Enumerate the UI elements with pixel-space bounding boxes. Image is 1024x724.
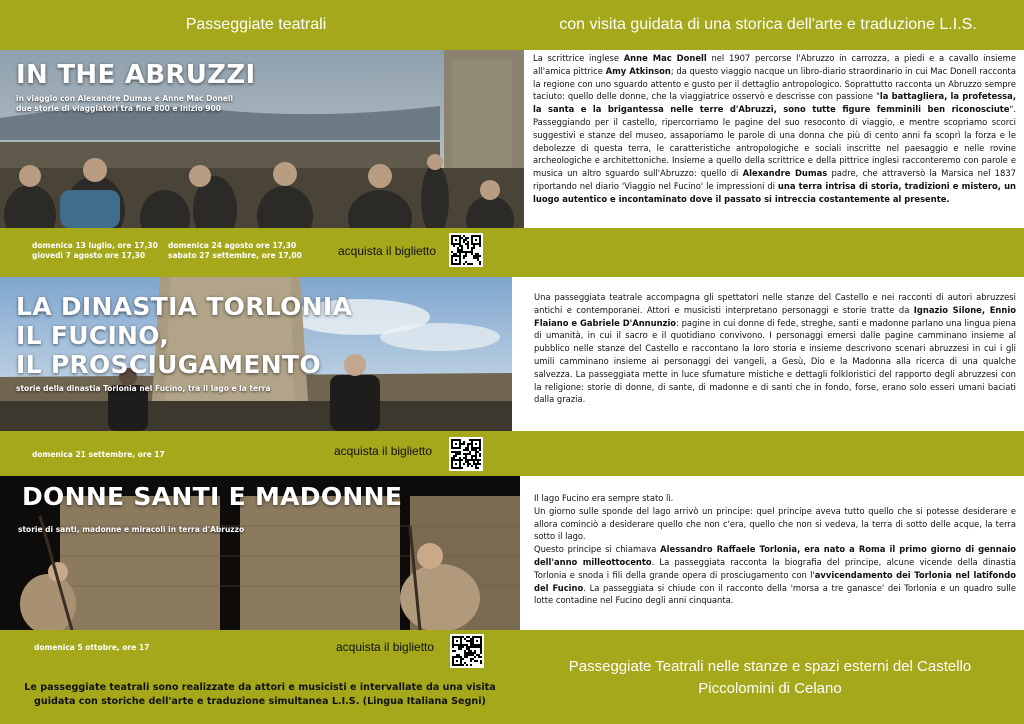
section-3-date: domenica 5 ottobre, ore 17 bbox=[34, 643, 150, 652]
section-3-description: Il lago Fucino era sempre stato lì. Un giorno sulle sponde del lago arrivò un principe: quel principe aveva tutto quello che si potesse desiderare e allora cominciò a desiderare quello che non c'era, quello che non si vedeva, la terra di sotto delle acque, la terra sotto il lago. Questo principe si chiamava Alessandro Raffaele Torlonia, era nato a Roma il primo giorno di gennaio dell'anno milleottocento. La passeggiata racconta la biografia del principe, alcune vicende della dinastia Torlonia e snoda i fili della grande opera di prosciugamento con l'avvicendamento dei Torlonia nel latifondo del Fucino. La passeggiata si chiude con il racconto della 'morsa a tre ganasce' dei Torlonia e un quadro sulle lotte contadine nel Fucino degli anni cinquanta. bbox=[534, 493, 1017, 606]
section-1-title: IN THE ABRUZZI bbox=[16, 60, 256, 90]
section-2-title bbox=[16, 292, 352, 379]
date-item: domenica 24 agosto ore 17,30 bbox=[168, 241, 297, 250]
qr-code-icon[interactable] bbox=[449, 233, 483, 267]
section-2-title-line-2: IL FUCINO, bbox=[16, 321, 170, 350]
section-3-title: DONNE SANTI E MADONNE bbox=[22, 482, 403, 511]
section-1-description: La scrittrice inglese Anne Mac Donell nel 1907 percorse l'Abruzzo in carrozza, a piedi e a cavallo insieme all'amica pittrice Amy Atkinson; da questo viaggio nacque un libro-diario straordinario in cui Mac Donell racconta la regione con uno sguardo attento e gusto per il dettaglio antropologico. Soprattutto racconta un Abruzzo sempre taciuto: quello delle donne, che la viaggiatrice osservò e descrisse con passione "la battagliera, la profetessa, la santa e la brigantessa nelle terre d'Abruzzi, sono tutte figure femminili ben riconosciute". Passeggiando per il castello, ripercorriamo le pagine del suo resoconto di viaggio, e mentre scopriamo scorci suggestivi e stanze del museo, assaporiamo le parole di una donna che più di cento anni fa scoprì la forza e le debolezze di questa terra, le caratteristiche antropologiche e sociali inscritte nel paesaggio e nelle rovine archeologiche e architettoniche. Insieme a quello della scrittrice e della pittrice inglesi racconteremo con parole e musica un altro sguardo sull'Abruzzo: quello di Alexandre Dumas padre, che attraversò la Marsica nel 1837 riportando nel diario 'Viaggio nel Fucino' le impressioni di una terra intrisa di storia, tradizioni e mistero, un luogo autentico e incontaminato dove il passato si intreccia costantemente al presente. bbox=[533, 53, 1016, 204]
date-item: domenica 13 luglio, ore 17,30 bbox=[32, 241, 158, 250]
header-right-subtitle: con visita guidata di una storica dell'arte e traduzione L.I.S. bbox=[559, 16, 977, 33]
section-1-dates-col1 bbox=[32, 241, 158, 261]
buy-ticket-link-2[interactable]: acquista il biglietto bbox=[334, 444, 433, 458]
section-3-subtitle: storie di santi, madonne e miracoli in terra d'Abruzzo bbox=[18, 525, 245, 534]
date-item: sabato 27 settembre, ore 17,00 bbox=[168, 251, 302, 260]
header-left-title: Passeggiate teatrali bbox=[185, 16, 327, 33]
buy-ticket-link-1[interactable]: acquista il biglietto bbox=[338, 244, 437, 258]
section-1-subtitle bbox=[16, 94, 233, 114]
section-2-subtitle: storie della dinastia Torlonia nel Fucino, tra il lago e la terra bbox=[16, 384, 271, 393]
date-item: giovedì 7 agosto ore 17,30 bbox=[32, 251, 146, 260]
section-2-date: domenica 21 settembre, ore 17 bbox=[32, 450, 165, 459]
section-1-subtitle-line-1: in viaggio con Alexandre Dumas e Anne Mac Donell bbox=[16, 94, 234, 103]
buy-ticket-link-3[interactable]: acquista il biglietto bbox=[336, 640, 435, 654]
qr-code-icon[interactable] bbox=[449, 437, 483, 471]
footer-note: Le passeggiate teatrali sono realizzate da attori e musicisti e intervallate da una visita guidata con storiche dell'arte e traduzione simultanea L.I.S. (Lingua Italiana Segni) bbox=[24, 682, 496, 707]
footer-venue: Passeggiate Teatrali nelle stanze e spazi esterni del Castello Piccolomini di Celano bbox=[568, 658, 972, 697]
section-1-subtitle-line-2: due storie di viaggiatori tra fine 800 e inizio 900 bbox=[16, 104, 221, 113]
section-2-title-line-1: LA DINASTIA TORLONIA bbox=[16, 292, 353, 321]
section-1-dates-col2 bbox=[168, 241, 302, 261]
qr-code-icon[interactable] bbox=[450, 634, 484, 668]
section-2-description: Una passeggiata teatrale accompagna gli spettatori nelle stanze del Castello e nei racconti di autori abruzzesi antichi e contemporanei. Attori e musicisti interpretano personaggi e storie tratte da Ignazio Silone, Ennio Flaiano e Gabriele D'Annunzio: pagine in cui donne di fede, streghe, santi e madonne parlano una lingua piena di umanità, in cui il sacro e il quotidiano convivono. I personaggi emersi dalle pagine camminano insieme al pubblico nelle stanze del Castello e raccontano la loro storia e insieme descrivono scenari abruzzesi in cui i gli umili camminano insieme ai personaggi dei vangeli, a Gesù, Dio e la Madonna alla ricerca di una qualche salvezza. La passeggiata mette in luce sfumature mistiche e dettagli folkloristici del rapporto degli abruzzesi con la religione: storie di donne, di sante, di madonne e di santi che in fondo, forse, erano solo esseri umani baciati dalla grazia. bbox=[534, 292, 1016, 405]
section-2-title-line-3: IL PROSCIUGAMENTO bbox=[16, 350, 321, 379]
